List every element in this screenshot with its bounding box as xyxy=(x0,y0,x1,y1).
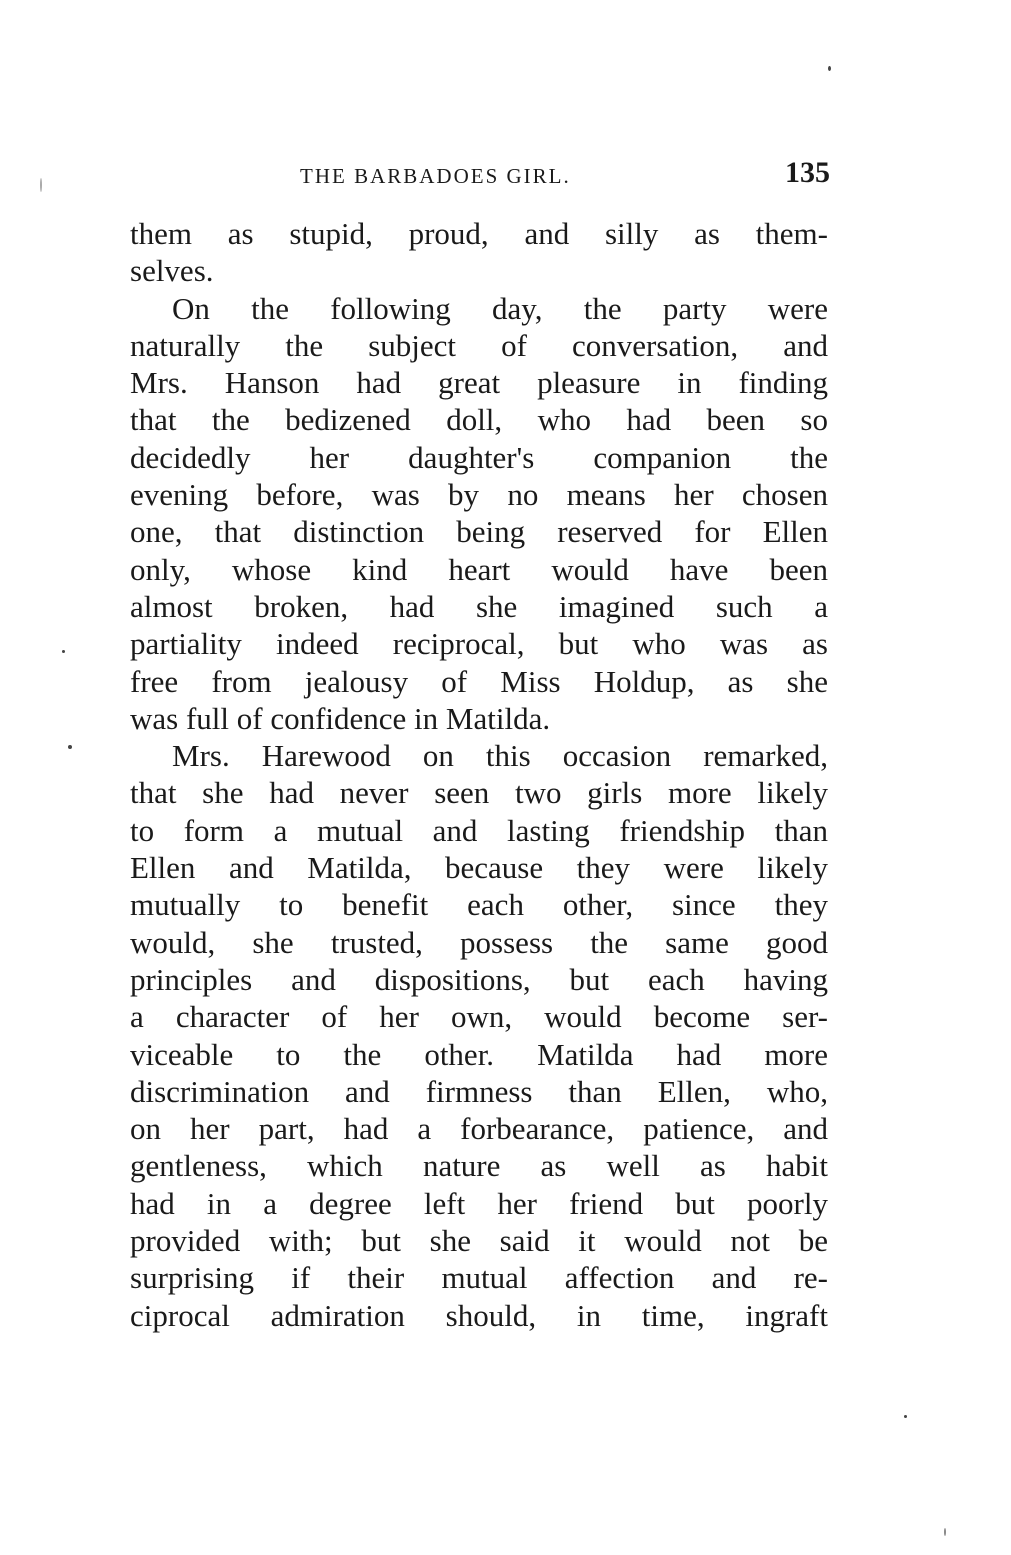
text-line: ciprocal admiration should, in time, ingraft xyxy=(130,1297,828,1333)
text-line: that the bedizened doll, who had been so xyxy=(130,402,828,438)
text-line: principles and dispositions, but each having xyxy=(130,961,828,997)
scan-speck xyxy=(62,650,65,653)
text-line: discrimination and firmness than Ellen, who, xyxy=(130,1073,828,1109)
body-text xyxy=(130,215,828,1334)
text-line: partiality indeed reciprocal, but who was as xyxy=(130,626,828,662)
text-line: decidedly her daughter's companion the xyxy=(130,439,828,475)
text-line: On the following day, the party were xyxy=(172,290,828,326)
page-header xyxy=(130,156,830,200)
text-line: evening before, was by no means her chosen xyxy=(130,477,828,513)
text-line: on her part, had a forbearance, patience, and xyxy=(130,1111,828,1147)
running-title: THE BARBADOES GIRL. xyxy=(300,164,571,188)
text-line: viceable to the other. Matilda had more xyxy=(130,1036,828,1072)
text-line: to form a mutual and lasting friendship than xyxy=(130,812,828,848)
scan-speck xyxy=(40,178,42,192)
scan-speck xyxy=(68,745,72,749)
text-line: Ellen and Matilda, because they were likely xyxy=(130,850,828,886)
text-line: was full of confidence in Matilda. xyxy=(130,700,551,736)
text-line: would, she trusted, possess the same good xyxy=(130,924,828,960)
text-line: naturally the subject of conversation, and xyxy=(130,327,828,363)
text-line: a character of her own, would become ser- xyxy=(130,999,828,1035)
text-line: surprising if their mutual affection and re- xyxy=(130,1260,828,1296)
text-line: almost broken, had she imagined such a xyxy=(130,588,828,624)
scan-speck xyxy=(944,1528,946,1536)
text-line: them as stupid, proud, and silly as them- xyxy=(130,216,828,251)
text-line: Mrs. Hanson had great pleasure in finding xyxy=(130,365,828,401)
text-line: provided with; but she said it would not be xyxy=(130,1223,828,1259)
text-line: one, that distinction being reserved for Ellen xyxy=(130,514,828,550)
scan-speck xyxy=(904,1415,907,1418)
scan-speck xyxy=(828,66,831,71)
page-number: 135 xyxy=(785,156,830,189)
text-line: free from jealousy of Miss Holdup, as she xyxy=(130,663,828,699)
text-line: mutually to benefit each other, since they xyxy=(130,887,828,923)
text-line: that she had never seen two girls more likely xyxy=(130,775,828,811)
text-line: selves. xyxy=(130,253,214,289)
text-line: Mrs. Harewood on this occasion remarked, xyxy=(172,738,828,774)
text-line: only, whose kind heart would have been xyxy=(130,551,828,587)
text-line: gentleness, which nature as well as habit xyxy=(130,1148,828,1184)
text-line: had in a degree left her friend but poorly xyxy=(130,1185,828,1221)
